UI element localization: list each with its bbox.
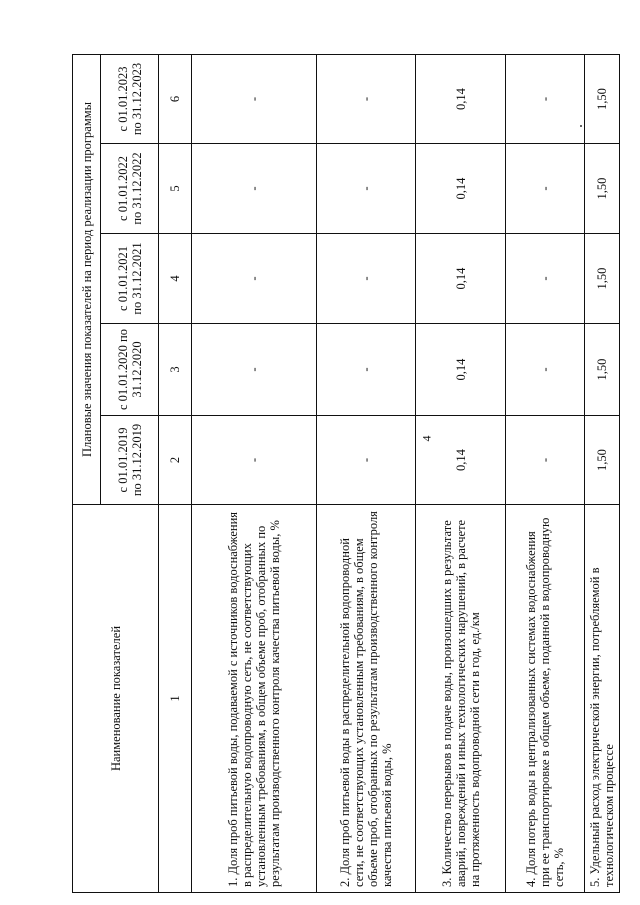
indicator-value: - (506, 144, 585, 234)
indicator-value: - (192, 416, 317, 505)
indicator-value: 1,50 (585, 144, 620, 234)
header-planned-values: Плановые значения показателей на период реализации программы (73, 54, 101, 504)
column-number: 6 (159, 54, 192, 143)
column-number: 4 (159, 234, 192, 324)
indicator-name: 2. Доля проб питьевой воды в распределительной водопроводной сети, не соответствующих установленным требованиям, в общем объеме проб, отобранных по результатам производственного контроля качества питьевой воды, % (317, 505, 416, 893)
header-period: с 01.01.2023 по 31.12.2023 (101, 54, 159, 143)
indicator-value: 0,14 (416, 144, 506, 234)
indicator-value: 1,50 (585, 416, 620, 505)
indicator-value: - (192, 144, 317, 234)
indicator-value: - (506, 54, 585, 143)
indicator-value: - (317, 144, 416, 234)
column-number: 3 (159, 324, 192, 416)
indicator-name: 1. Доля проб питьевой воды, подаваемой с источников водоснабжения в распределительную водопроводную сеть, не соответствующих установленным требованиям, в общем объеме проб, отобранных по результатам производственного контроля качества питьевой воды, % (192, 505, 317, 893)
indicator-value: - (192, 234, 317, 324)
indicator-name: 5. Удельный расход электрической энергии, потребляемой в технологическом процессе (585, 505, 620, 893)
indicator-value: 0,14 (416, 54, 506, 143)
indicator-value: 0,14 (416, 324, 506, 416)
table-row (317, 54, 416, 892)
indicator-value: 1,50 (585, 234, 620, 324)
indicator-value: - (506, 416, 585, 505)
indicators-table (72, 54, 620, 893)
indicator-value: - (317, 416, 416, 505)
indicator-value: - (317, 54, 416, 143)
column-number: 1 (159, 505, 192, 893)
indicator-name: 3. Количество перерывов в подаче воды, произошедших в результате аварий, повреждений и иных технологических нарушений, в расчете на протяженность водопроводной сети в год, ед./км (416, 505, 506, 893)
indicator-value: 0,14 (416, 416, 506, 505)
header-indicator-name: Наименование показателей (73, 505, 159, 893)
header-period: с 01.01.2019 по 31.12.2019 (101, 416, 159, 505)
indicator-value: 1,50 (585, 324, 620, 416)
rotated-table-wrapper (72, 55, 614, 893)
indicator-value: - (317, 234, 416, 324)
indicator-value: - (192, 54, 317, 143)
table-row (416, 54, 506, 892)
indicator-value: - (192, 324, 317, 416)
indicator-value: 1,50 (585, 54, 620, 143)
indicator-value: - (506, 234, 585, 324)
page-number: 4 (419, 435, 434, 442)
indicator-value: - (506, 324, 585, 416)
header-period: с 01.01.2021 по 31.12.2021 (101, 234, 159, 324)
column-number-row (159, 54, 192, 892)
indicator-value: 0,14 (416, 234, 506, 324)
column-number: 5 (159, 144, 192, 234)
header-row-top (73, 54, 101, 892)
table-row (192, 54, 317, 892)
column-number: 2 (159, 416, 192, 505)
table-row (506, 54, 585, 892)
table-row (585, 54, 620, 892)
indicator-value: - (317, 324, 416, 416)
header-period: с 01.01.2022 по 31.12.2022 (101, 144, 159, 234)
indicator-name: 4. Доля потерь воды в централизованных системах водоснабжения при ее транспортировке в общем объеме, поданной в водопроводную сеть, % (506, 505, 585, 893)
header-period: с 01.01.2020 по 31.12.2020 (101, 324, 159, 416)
